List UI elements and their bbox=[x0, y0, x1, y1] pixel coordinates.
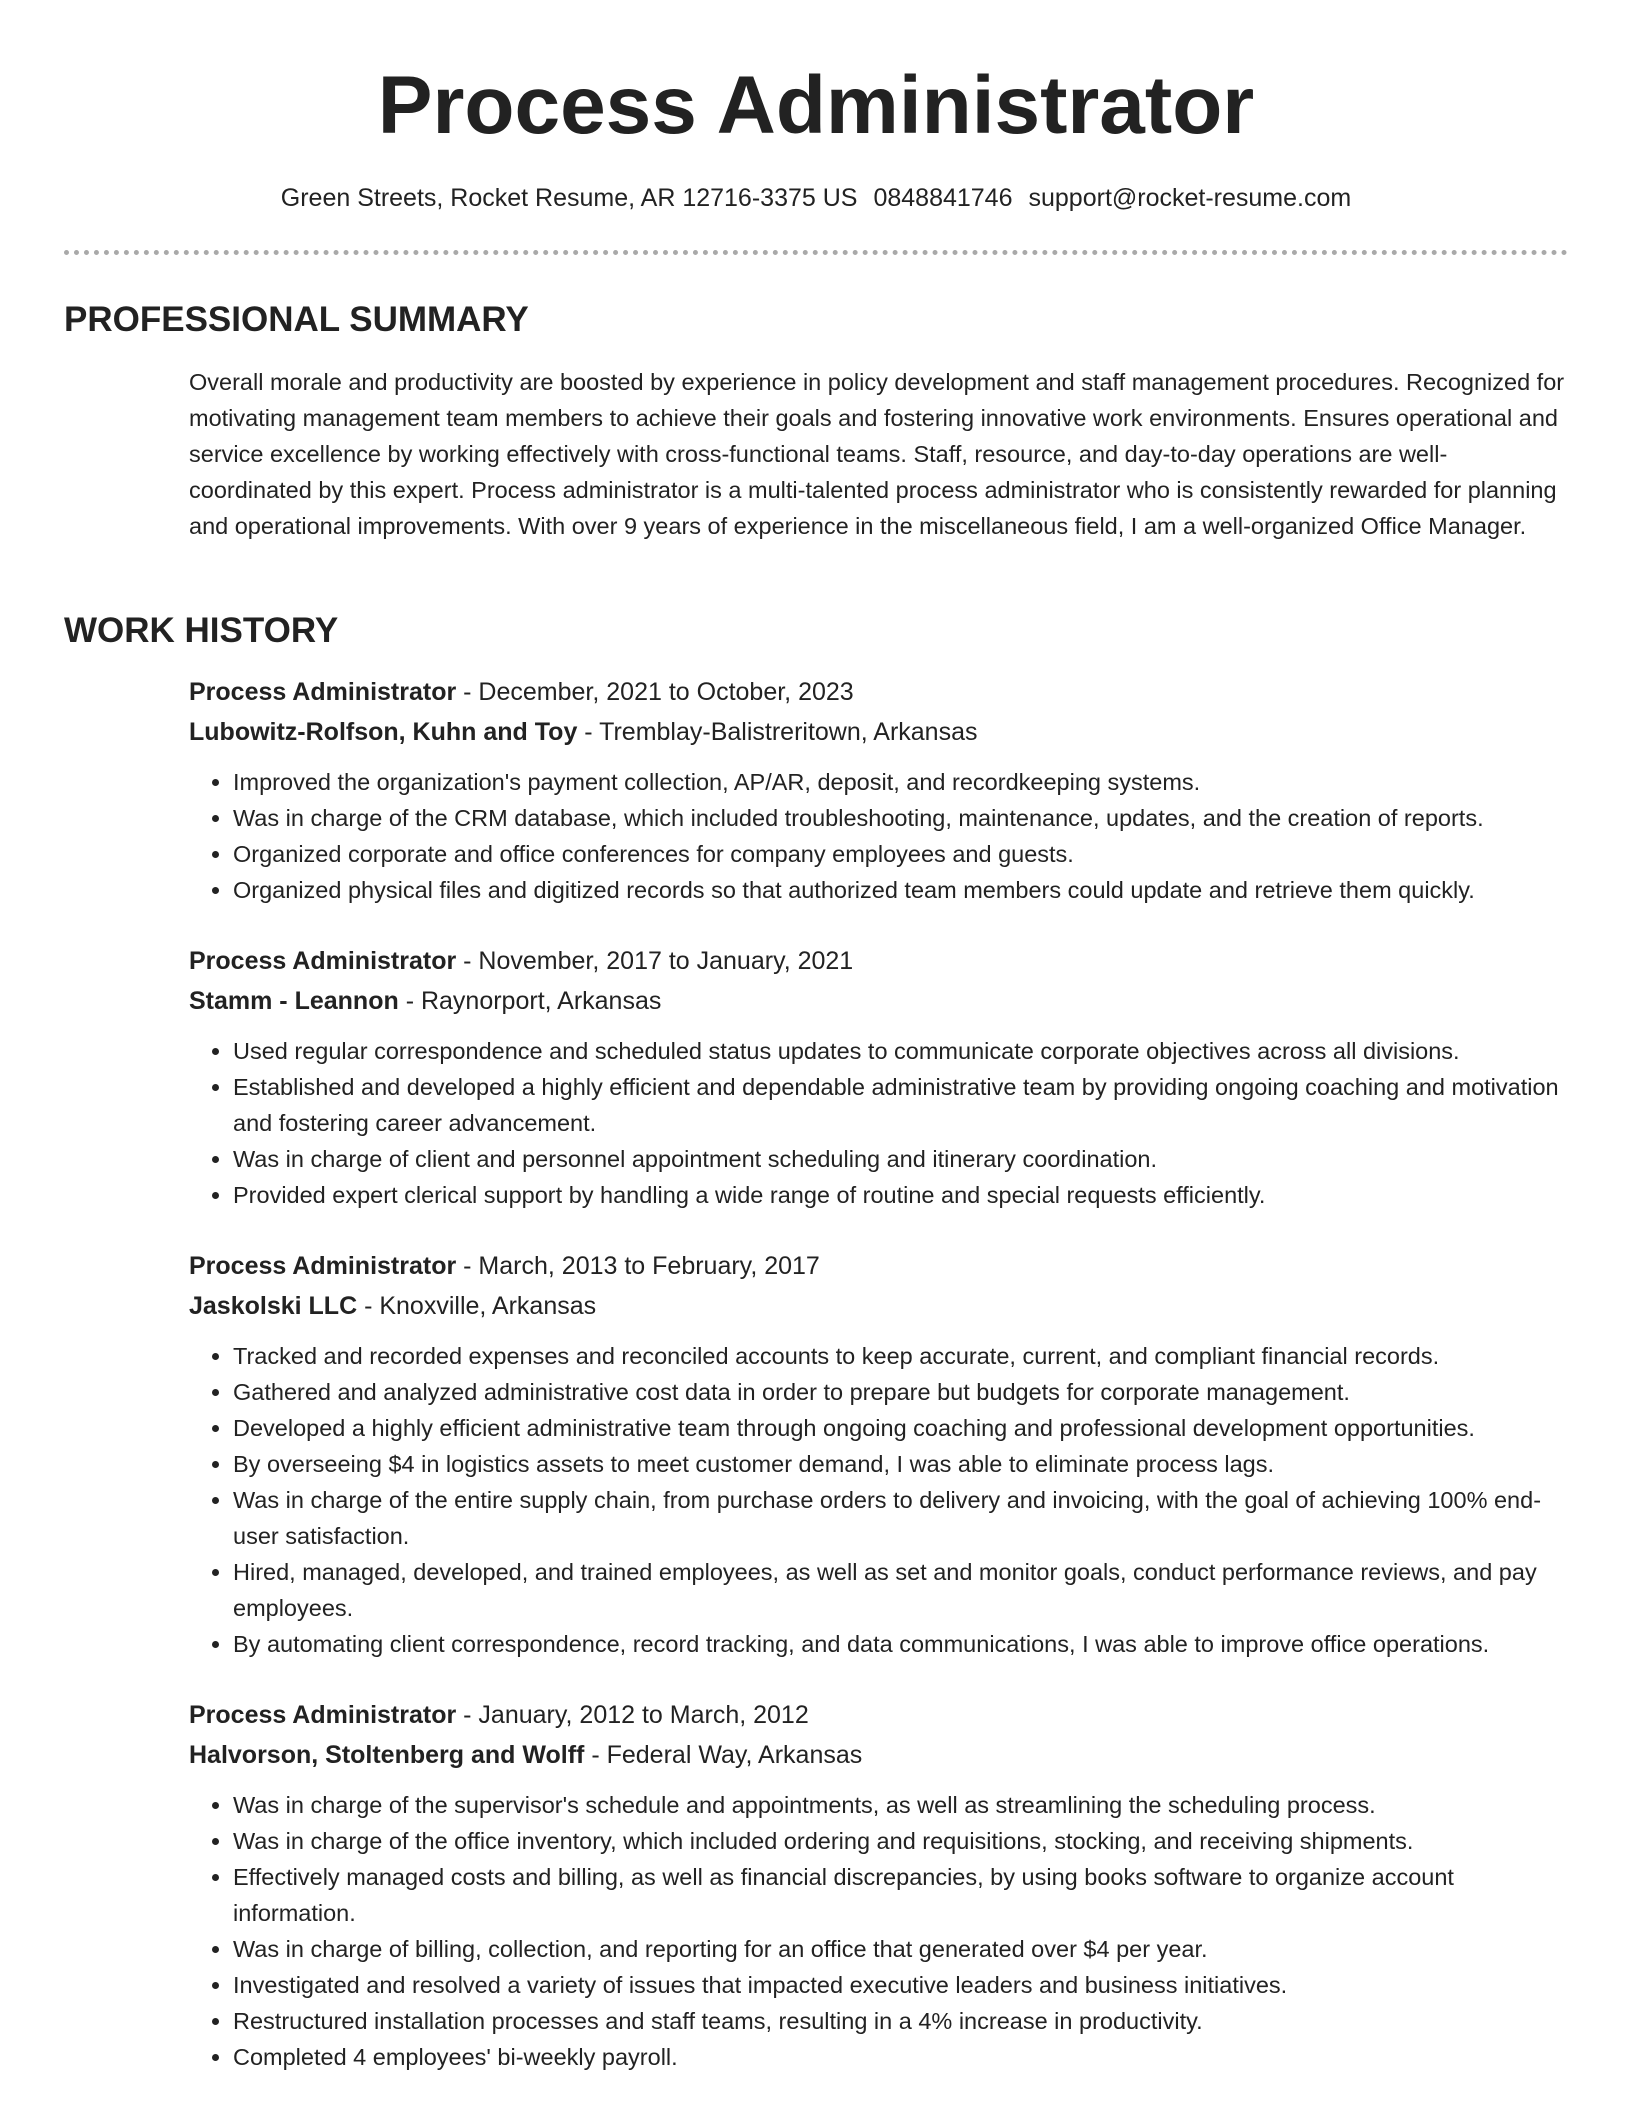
job-dates: - December, 2021 to October, 2023 bbox=[456, 678, 854, 706]
job-bullet: • Was in charge of billing, collection, and reporting for an office that generated over $4 per year. bbox=[233, 1931, 1569, 1967]
job-location: - Tremblay-Balistreritown, Arkansas bbox=[577, 718, 978, 746]
job-bullet: • Was in charge of the CRM database, which included troubleshooting, maintenance, updates, and the creation of reports. bbox=[233, 800, 1569, 836]
job-bullet: • Established and developed a highly efficient and dependable administrative team by providing ongoing coaching and motivation and fostering career advancement. bbox=[233, 1069, 1569, 1141]
job-company: Stamm - Leannon bbox=[189, 987, 399, 1015]
job-bullet: • Was in charge of the entire supply chain, from purchase orders to delivery and invoicing, with the goal of achieving 100% end-user satisfaction. bbox=[233, 1482, 1569, 1554]
job-dates: - November, 2017 to January, 2021 bbox=[456, 947, 854, 975]
job-entry bbox=[189, 941, 1569, 1213]
job-bullet: • Improved the organization's payment collection, AP/AR, deposit, and recordkeeping systems. bbox=[233, 764, 1569, 800]
job-bullet: • Developed a highly efficient administrative team through ongoing coaching and professional development opportunities. bbox=[233, 1410, 1569, 1446]
job-company: Halvorson, Stoltenberg and Wolff bbox=[189, 1741, 585, 1769]
job-title-line bbox=[189, 1695, 1569, 1735]
candidate-name: Process Administrator bbox=[377, 60, 1255, 151]
job-bullet: • Was in charge of the supervisor's schedule and appointments, as well as streamlining the scheduling process. bbox=[233, 1787, 1569, 1823]
header-divider bbox=[64, 250, 1568, 255]
job-title: Process Administrator bbox=[189, 1701, 457, 1729]
job-location: - Knoxville, Arkansas bbox=[357, 1292, 597, 1320]
contact-line bbox=[0, 180, 1632, 216]
job-bullet: • Organized physical files and digitized records so that authorized team members could update and retrieve them quickly. bbox=[233, 872, 1569, 908]
job-entry bbox=[189, 672, 1569, 908]
job-bullet: • Was in charge of client and personnel appointment scheduling and itinerary coordination. bbox=[233, 1141, 1569, 1177]
job-bullets bbox=[189, 1787, 1569, 2075]
job-bullet: • Provided expert clerical support by handling a wide range of routine and special requests efficiently. bbox=[233, 1177, 1569, 1213]
job-bullet: • By overseeing $4 in logistics assets to meet customer demand, I was able to eliminate process lags. bbox=[233, 1446, 1569, 1482]
section-title-summary: PROFESSIONAL SUMMARY bbox=[64, 300, 529, 339]
job-bullet: • Completed 4 employees' bi-weekly payroll. bbox=[233, 2039, 1569, 2075]
job-company-line bbox=[189, 981, 1569, 1021]
job-bullets bbox=[189, 1338, 1569, 1662]
job-bullet: • Effectively managed costs and billing, as well as financial discrepancies, by using books software to organize account information. bbox=[233, 1859, 1569, 1931]
job-location: - Federal Way, Arkansas bbox=[584, 1741, 863, 1769]
job-company: Jaskolski LLC bbox=[189, 1292, 358, 1320]
job-title: Process Administrator bbox=[189, 1252, 457, 1280]
job-location: - Raynorport, Arkansas bbox=[398, 987, 662, 1015]
contact-email: support@rocket-resume.com bbox=[1028, 184, 1352, 212]
job-company-line bbox=[189, 1286, 1569, 1326]
job-title: Process Administrator bbox=[189, 947, 457, 975]
job-company-line bbox=[189, 1735, 1569, 1775]
job-entry bbox=[189, 1246, 1569, 1662]
job-bullets bbox=[189, 1033, 1569, 1213]
job-bullet: • Used regular correspondence and scheduled status updates to communicate corporate objectives across all divisions. bbox=[233, 1033, 1569, 1069]
job-title-line bbox=[189, 1246, 1569, 1286]
summary-text: Overall morale and productivity are boosted by experience in policy development and staff management procedures. Recognized for motivating management team members to achieve their goals and fostering innovative work environments. Ensures operational and service excellence by working effectively with cross-functional teams. Staff, resource, and day-to-day operations are well-coordinated by this expert. Process administrator is a multi-talented process administrator who is consistently rewarded for planning and operational improvements. With over 9 years of experience in the miscellaneous field, I am a well-organized Office Manager. bbox=[189, 369, 1565, 539]
job-bullet: • Restructured installation processes and staff teams, resulting in a 4% increase in productivity. bbox=[233, 2003, 1569, 2039]
job-company: Lubowitz-Rolfson, Kuhn and Toy bbox=[189, 718, 578, 746]
job-title-line bbox=[189, 672, 1569, 712]
job-bullet: • Investigated and resolved a variety of issues that impacted executive leaders and business initiatives. bbox=[233, 1967, 1569, 2003]
work-history bbox=[189, 672, 1569, 2108]
job-bullet: • Was in charge of the office inventory, which included ordering and requisitions, stocking, and receiving shipments. bbox=[233, 1823, 1569, 1859]
job-bullet: • Hired, managed, developed, and trained employees, as well as set and monitor goals, conduct performance reviews, and pay employees. bbox=[233, 1554, 1569, 1626]
contact-address: Green Streets, Rocket Resume, AR 12716-3375 US bbox=[280, 184, 858, 212]
job-title-line bbox=[189, 941, 1569, 981]
job-bullets bbox=[189, 764, 1569, 908]
job-bullet: • Tracked and recorded expenses and reconciled accounts to keep accurate, current, and compliant financial records. bbox=[233, 1338, 1569, 1374]
section-title-work-history: WORK HISTORY bbox=[64, 611, 339, 650]
job-bullet: • By automating client correspondence, record tracking, and data communications, I was able to improve office operations. bbox=[233, 1626, 1569, 1662]
job-entry bbox=[189, 1695, 1569, 2075]
job-bullet: • Gathered and analyzed administrative cost data in order to prepare but budgets for corporate management. bbox=[233, 1374, 1569, 1410]
job-dates: - January, 2012 to March, 2012 bbox=[456, 1701, 809, 1729]
job-company-line bbox=[189, 712, 1569, 752]
contact-phone: 0848841746 bbox=[873, 184, 1013, 212]
job-title: Process Administrator bbox=[189, 678, 457, 706]
job-dates: - March, 2013 to February, 2017 bbox=[456, 1252, 820, 1280]
job-bullet: • Organized corporate and office conferences for company employees and guests. bbox=[233, 836, 1569, 872]
